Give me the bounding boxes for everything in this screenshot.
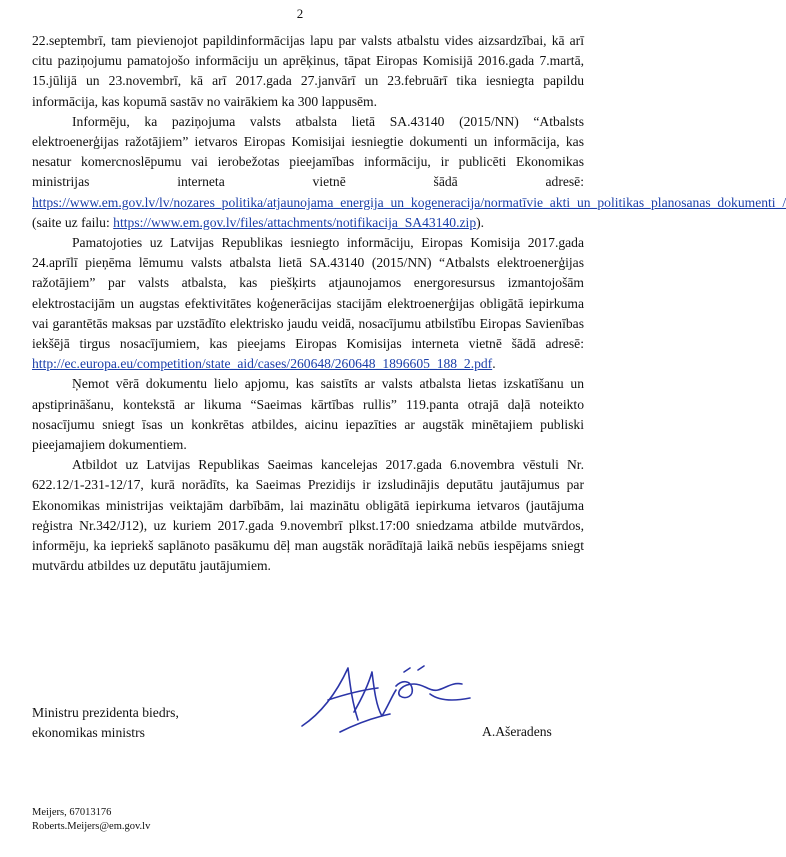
signatory-title [32,703,179,743]
contact-phone: Meijers, 67013176 [32,807,112,818]
contact-email: Roberts.Meijers@em.gov.lv [32,821,151,832]
signatory-title-line1: Ministru prezidenta biedrs, [32,705,179,720]
page-number: 2 [296,6,304,21]
ec-decision-link[interactable]: http://ec.europa.eu/competition/state_aid/cases/260648/260648_1896605_188_2.pdf [32,356,493,372]
paragraph-1: 22.septembrī, tam pievienojot papildinformācijas lapu par valsts atbalstu vides aizsardzībai, kā arī citu paziņojumu pamatojošo informāciju un aprēķinus, tāpat Eiropas Komisijā 2016.gada 7.martā, 15.jūlijā un 23.novembrī, kā arī 2017.gada 27.janvārī un 23.februārī tika iesniegta papildu informācija, kas kopumā sastāv no vairākiem ka 300 lappusēm. [32,33,584,109]
paragraph-4: Ņemot vērā dokumentu lielo apjomu, kas saistīts ar valsts atbalsta lietas izskatīšanu un apstiprināšanu, kontekstā ar likuma “Saeimas kārtības rullis” 119.panta otrajā daļā noteikto nosacījumu sniegt īsas un konkrētas atbildes, aicinu iepazīties ar augstāk minētajiem publiski pieejamajiem dokumentiem. [32,376,584,453]
paragraph-2-mid: (saite uz failu: [32,214,110,230]
paragraph-3 [32,233,584,374]
contact-info [32,806,150,834]
paragraph-3-end: . [492,356,496,372]
paragraph-5: Atbildot uz Latvijas Republikas Saeimas kancelejas 2017.gada 6.novembra vēstuli Nr. 622.12/1-231-12/17, kurā norādīts, ka Saeimas Prezidijs ir izsludinājis deputātu jautājumus par Ekonomikas ministrijas veiktajām darbībām, lai mazinātu obligātā iepirkuma ietvaros (jautājuma reģistra Nr.342/J12), uz kuriem 2017.gada 9.novembrī plkst.17:00 sniedzama atbilde mutvārdos, informēju, ka iepriekš saplānoto pasākumu dēļ man augstāk norādītajā laikā nebūs iespējams sniegt mutvārdu atbildes uz deputātu jautājumiem. [32,457,584,574]
letter-body [32,31,786,576]
signatory-title-line2: ekonomikas ministrs [32,725,145,740]
notification-file-link[interactable]: https://www.em.gov.lv/files/attachments/notifikacija_SA43140.zip [113,214,477,230]
signatory-name: A.Ašeradens [482,724,552,739]
handwritten-signature [292,654,482,744]
paragraph-2-end: ). [476,214,485,230]
paragraph-3-text: Pamatojoties uz Latvijas Republikas iesniegto informāciju, Eiropas Komisija 2017.gada 24.aprīlī pieņēma lēmumu valsts atbalsta lietā SA.43140 (2015/NN) “Atbalsts elektroenerģijas ražotājiem” par valsts atbalsta, kas piešķirts atjaunojamos energoresursus izmantojošām elektrostacijām un augstas efektivitātes koģenerācijas stacijām elektroenerģijas obligātā iepirkuma vai garantētās maksas par uzstādīto elektrisko jaudu veidā, nosacījumu atbilstību Eiropas Savienības iekšējā tirgus nosacījumiem, kas pieejams Eiropas Komisijas interneta vietnē šādā adresē: [32,235,584,352]
em-documents-link[interactable]: https://www.em.gov.lv/lv/nozares_politika/atjaunojama_energija_un_kogeneracija/normatīvie_akti_un_politikas_planosanas_dokumenti_/ [32,194,786,210]
paragraph-2 [32,112,786,233]
paragraph-2-text: Informēju, ka paziņojuma valsts atbalsta lietā SA.43140 (2015/NN) “Atbalsts elektroenerģijas ražotājiem” ietvaros Eiropas Komisijai iesniegtie dokumenti un informācija, kas nesatur komercnoslēpumu vai ierobežotas pieejamības informāciju, ir publicēti Ekonomikas ministrijas interneta vietnē šādā adresē: [32,113,584,190]
